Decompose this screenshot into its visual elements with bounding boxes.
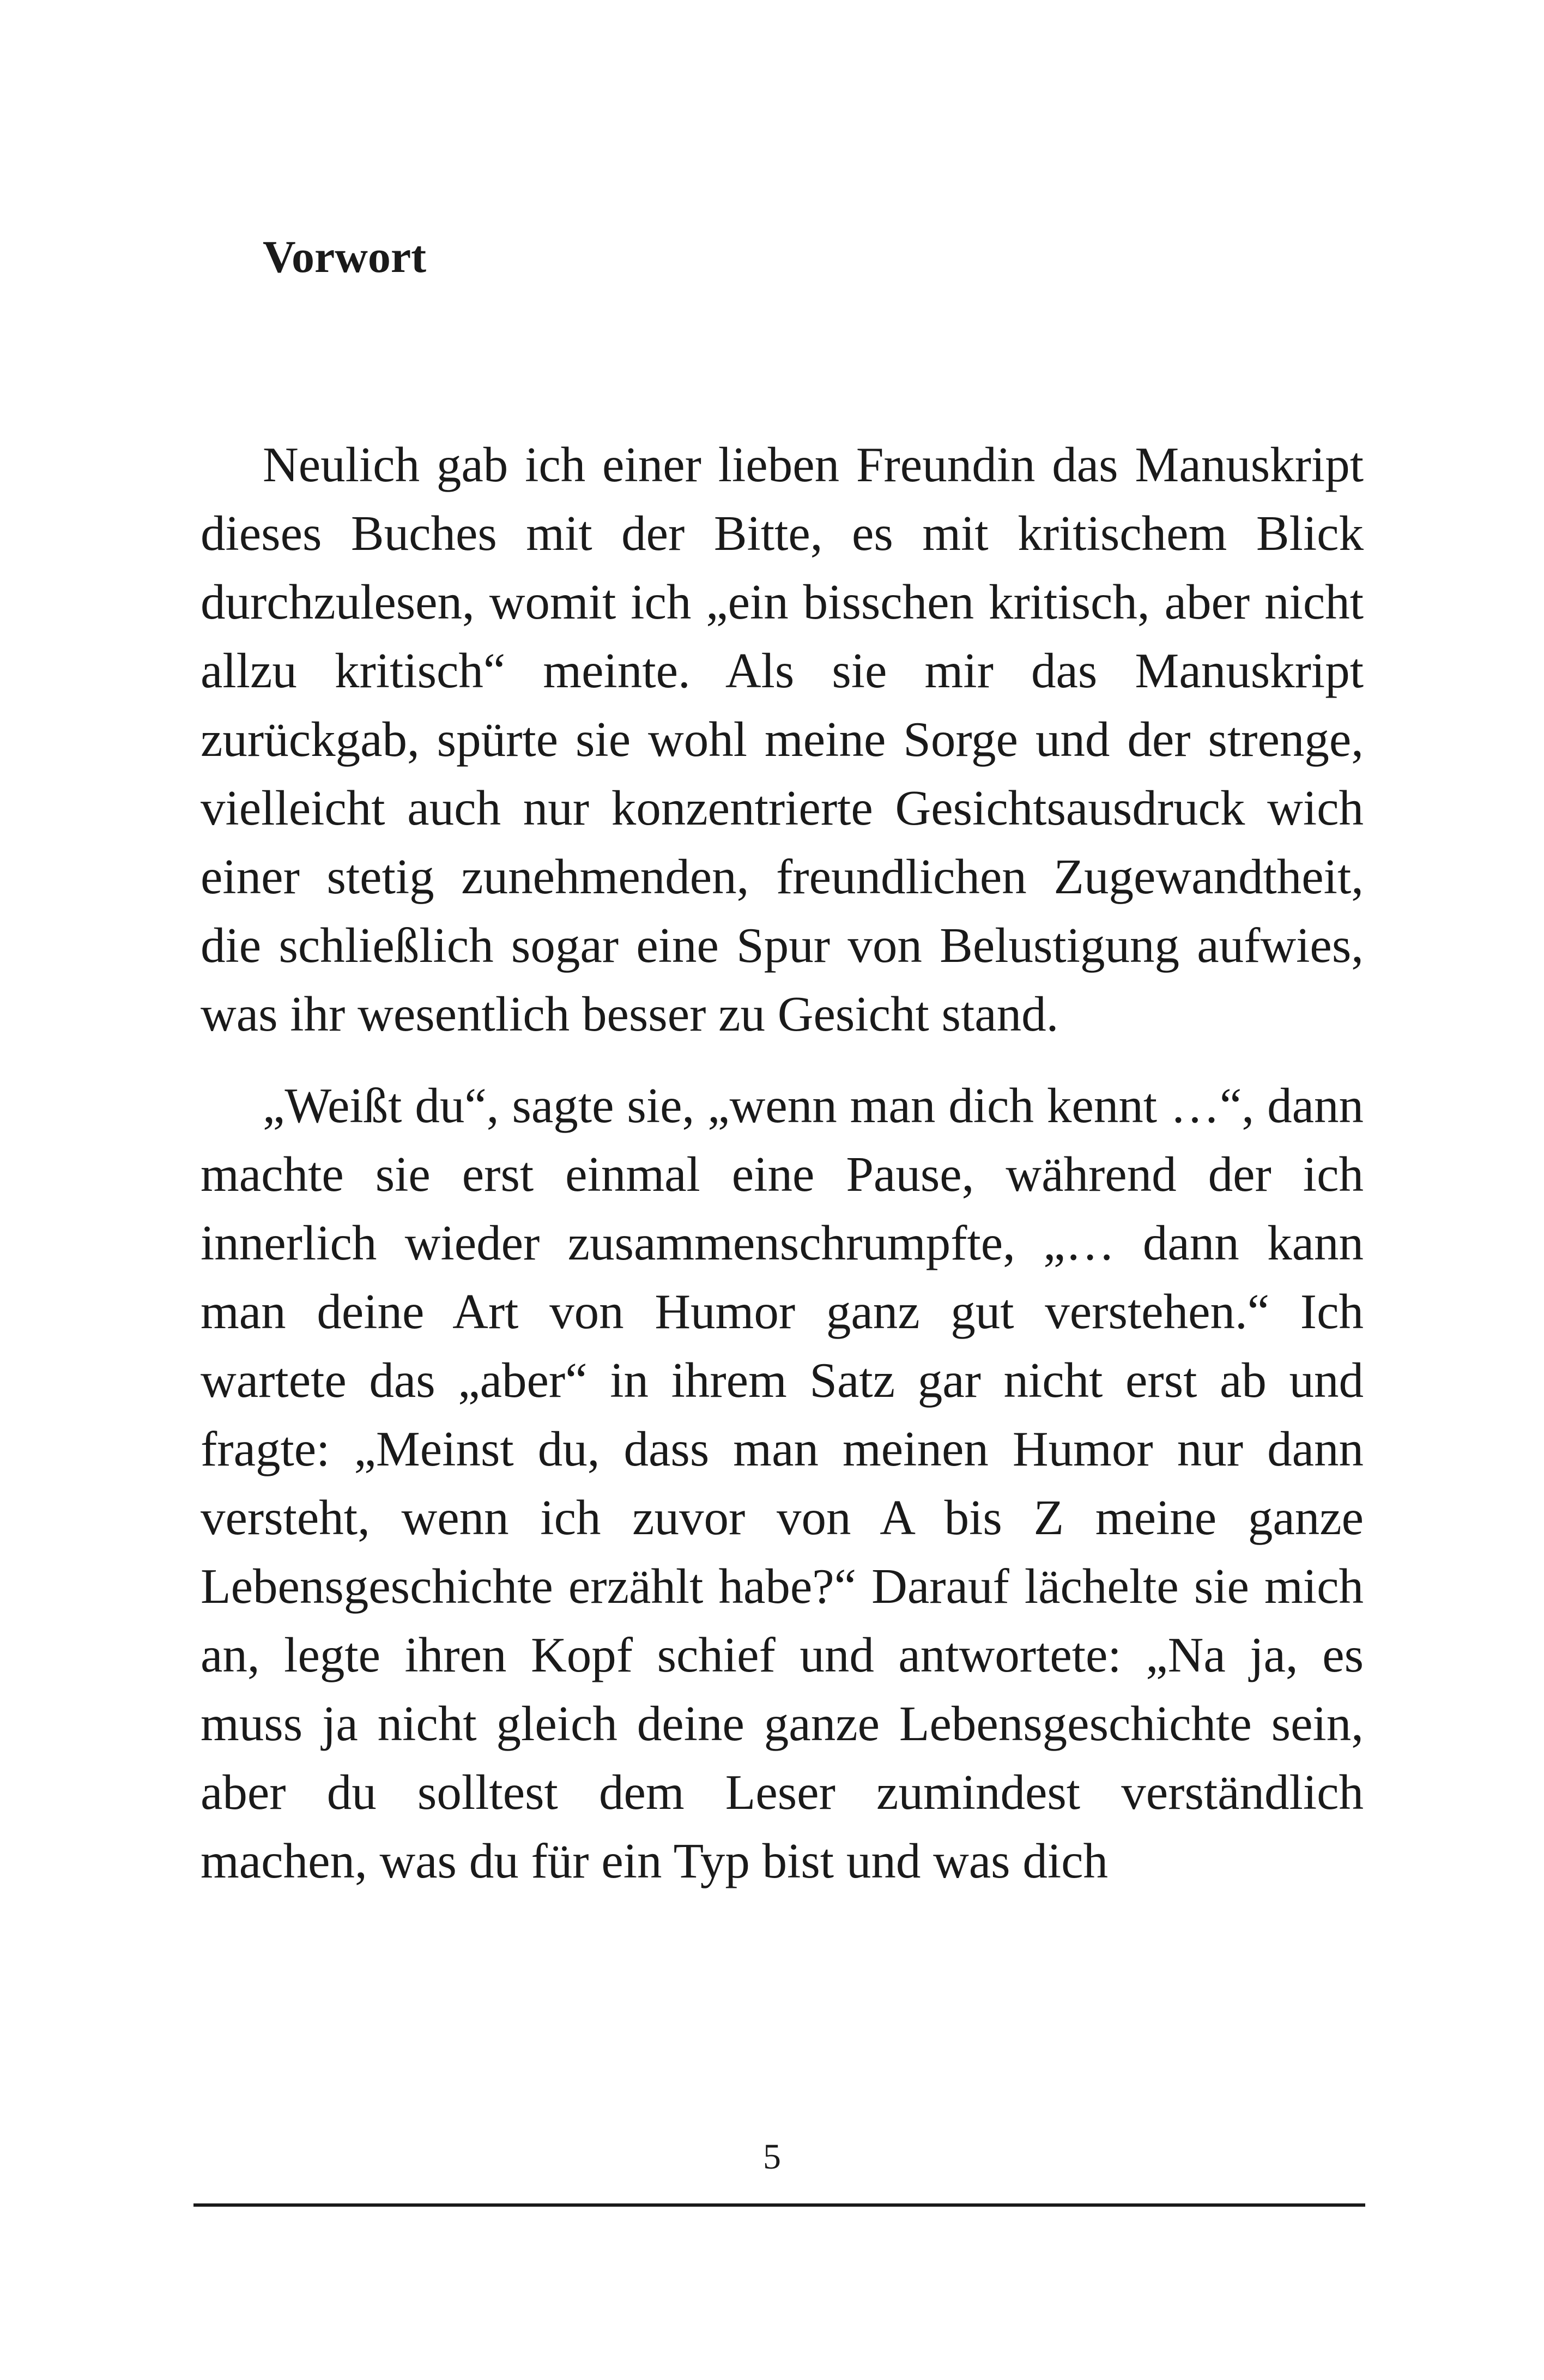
chapter-heading: Vorwort xyxy=(263,232,427,282)
paragraph-1: Neulich gab ich einer lieben Freundin das Manuskript dieses Buches mit der Bitte, es mit kritischem Blick durchzulesen, womit ich „ein bisschen kritisch, aber nicht allzu kritisch“ meinte. Als sie mir das Manuskript zurückgab, spürte sie wohl meine Sorge und der strenge, vielleicht auch nur konzentrierte Gesichtsausdruck wich einer stetig zunehmenden, freundlichen Zugewandtheit, die schließlich sogar eine Spur von Belustigung aufwies, was ihr wesentlich besser zu Gesicht stand. xyxy=(201,437,1364,1041)
paragraph-2: „Weißt du“, sagte sie, „wenn man dich kennt …“, dann machte sie erst einmal eine Pause, während der ich innerlich wieder zusammenschrumpfte, „… dann kann man deine Art von Humor ganz gut verstehen.“ Ich wartete das „aber“ in ihrem Satz gar nicht erst ab und fragte: „Meinst du, dass man meinen Humor nur dann versteht, wenn ich zuvor von A bis Z meine ganze Lebensgeschichte erzählt habe?“ Darauf lächelte sie mich an, legte ihren Kopf schief und antwortete: „Na ja, es muss ja nicht gleich deine ganze Lebensgeschichte sein, aber du solltest dem Leser zumindest verständlich machen, was du für ein Typ bist und was dich xyxy=(201,1078,1364,1888)
body-text xyxy=(201,431,1364,1895)
page-number: 5 xyxy=(763,2137,781,2177)
footer-rule xyxy=(193,2203,1365,2207)
